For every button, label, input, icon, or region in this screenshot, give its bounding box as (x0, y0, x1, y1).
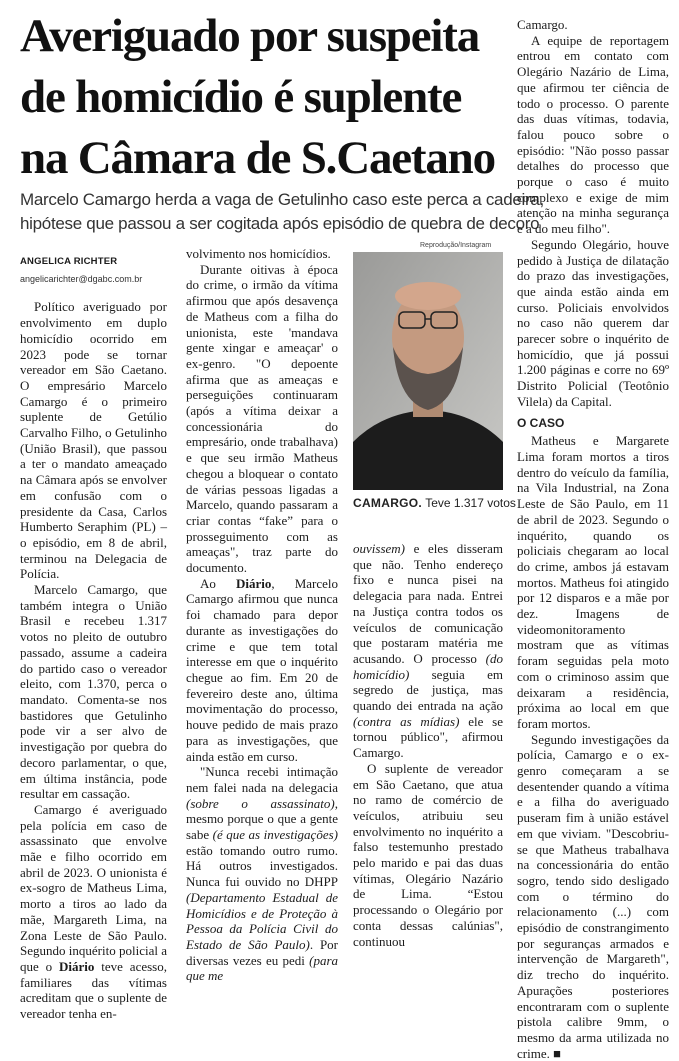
caption-text: Teve 1.317 votos (425, 496, 516, 510)
deck-subtitle (20, 188, 544, 236)
paragraph: "Nunca recebi intimação nem falei nada na delegacia (sobre o assassinato), mesmo porque o que a gente sabe (é que as investigações) estão tomando outro rumo. Há outros investigados. Nunca fui ouvido no DHPP (Departamento Estadual de Homicídios e de Proteção à Pessoa da Polícia Civil do Estado de São Paulo). Por diversas vezes eu pedi (para que me (186, 764, 339, 984)
headline (20, 6, 510, 189)
deck-line: Marcelo Camargo herda a vaga de Getulinho caso este perca a cadeira, (20, 190, 544, 209)
end-mark: ■ (553, 1045, 561, 1061)
paragraph: Ao Diário, Marcelo Camargo afirmou que nunca foi chamado para depor durante as investigações do crime e que tem total interesse em que o inquérito chegue ao fim. Em 20 de fevereiro deste ano, última movimentação do processo, houve pedido de mais prazo para as investigações, que ainda estão em curso. (186, 575, 338, 764)
paragraph: Matheus e Margarete Lima foram mortos a tiros dentro do veículo da família, na Vila Industrial, na Zona Leste de São Paulo, em 11 de abril de 2023. Segundo o inquérito, quando os policiais chegaram ao local do crime, ambos já estavam mortos. Matheus foi atingido por 12 disparos e a mãe por dez. Imagens de videomonitoramento mostram que as vítimas foram seguidas pela moto com o criminoso assim que deixaram a residência, próxima ao local em que foram mortos. (517, 433, 669, 731)
paragraph: volvimento nos homicídios. (186, 246, 331, 261)
portrait-illustration (353, 252, 503, 490)
photo-caption (353, 496, 516, 510)
paragraph: A equipe de reportagem entrou em contato com Olegário Nazário de Lima, que afirmou ter ciência de todo o processo. O parente das duas vítimas, todavia, falou pouco sobre o episódio: "Não posso passar detalhes do processo que porque o caso é muito complexo e exige de mim atenção na minha segurança e a do meu filho". (517, 32, 669, 237)
paragraph: ouvissem) e eles disseram que não. Tenho endereço fixo e nunca pisei na delegacia para nada. Entrei na Justiça contra todos os veículos de comunicação que postaram matéria me acusando. O processo (do homicídio) seguia em segredo de justiça, mas quando dei entrada na ação (contra as mídias) ele se tornou público", afirmou Camargo. (353, 541, 503, 761)
portrait-photo (353, 252, 503, 490)
headline-line: Averiguado por suspeita (20, 10, 479, 62)
byline-email[interactable]: angelicarichter@dgabc.com.br (20, 273, 143, 284)
headline-line: na Câmara de S.Caetano (20, 132, 495, 184)
caption-name: CAMARGO. (353, 496, 423, 510)
paragraph: O suplente de vereador em São Caetano, que atua no ramo de comércio de veículos, atribuiu seu envolvimento no inquérito a falso testemunho prestado pelo marido e pai das duas vítimas, Olegário Nazário de Lima. “Estou processando o Olegário por conta dessas calúnias", continuou (353, 760, 503, 949)
byline-author: ANGELICA RICHTER (20, 256, 118, 267)
section-title: O CASO (517, 415, 565, 430)
brand-name: Diário (235, 575, 272, 591)
paragraph: Durante oitivas à época do crime, o irmão da vítima afirmou que após desavença de Matheus com a filha do unionista, este 'mandava gente xingar e ameaçar' o ex-genro. "O depoente afirma que as ameaças e perseguições continuaram (após a vítima deixar a concessionária do empresário, onde trabalhava) e que seu irmão Matheus chegou a bloquear o contato de várias pessoas ligadas a Marcelo, quando passaram a criar contas “fake” para o prosseguimento com as ameaças", traz parte do documento. (186, 261, 338, 576)
paragraph: Camargo é averiguado pela polícia em caso de assassinato que envolve mãe e filho ocorrido em abril de 2023. O unionista é ex-sogro de Matheus Lima, morto a tiros ao lado da mãe, Margareth Lima, na Zona Leste de São Paulo. Segundo inquérito policial a que o Diário teve acesso, familiares das vítimas acreditam que o suplente de vereador tenha en- (20, 801, 167, 1022)
paragraph: Segundo Olegário, houve pedido à Justiça de dilatação do prazo das investigações, que ainda estão ainda em curso. Policiais envolvidos no caso não querem dar parecer sobre o inquérito de homicídio, que já possui 1.200 páginas e corre no 69º Distrito Policial (Teotônio Vilela) da Capital. (517, 236, 669, 409)
paragraph: Marcelo Camargo, que também integra o União Brasil e recebeu 1.317 votos no pleito de outubro passado, assume a cadeira do partido caso o vereador eleito, com 1.370, perca o mandato. Comenta-se nos bastidores que Getulinho pode vir a ser alvo de investigação por quebra do decoro parlamentar, o que, em última instância, pode resultar em cassação. (20, 582, 167, 802)
column-2 (186, 246, 338, 984)
paragraph: Camargo. (517, 17, 568, 32)
photo-credit: Reprodução/Instagram (420, 242, 492, 249)
column-2b (353, 541, 503, 949)
brand-name: Diário (59, 958, 95, 974)
paragraph: Segundo investigações da polícia, Camargo e o ex-genro começaram a se desentender quando a vítima e a filha do averiguado puseram fim à união estável em que viviam. "Descobriu-se que Matheus trabalhava na concessionária do então sogro, tendo sido desligado com o término do relacionamento (...) com episódio de constrangimento por seguranças armados e intervenção de Margareth", diz trecho do inquérito. Apurações posteriores encontraram com o suplente pistola calibre 9mm, o mesmo da arma utilizada no crime. ■ (517, 731, 669, 1061)
column-3 (517, 17, 669, 1061)
paragraph: Político averiguado por envolvimento em duplo homicídio ocorrido em 2023 pode se tornar vereador em São Caetano. O empresário Marcelo Camargo é o primeiro suplente de Getúlio Carvalho Filho, o Getulinho (União Brasil), que passou a ter o mandato ameaçado na Câmara após se envolver em confusão com o presidente da Casa, Carlos Humberto Seraphim (PL) – o episódio, em 8 de abril, terminou na Delegacia de Polícia. (20, 299, 167, 582)
headline-line: de homicídio é suplente (20, 71, 462, 123)
column-1 (20, 254, 167, 1022)
deck-line: hipótese que passou a ser cogitada após episódio de quebra de decoro (20, 214, 540, 233)
